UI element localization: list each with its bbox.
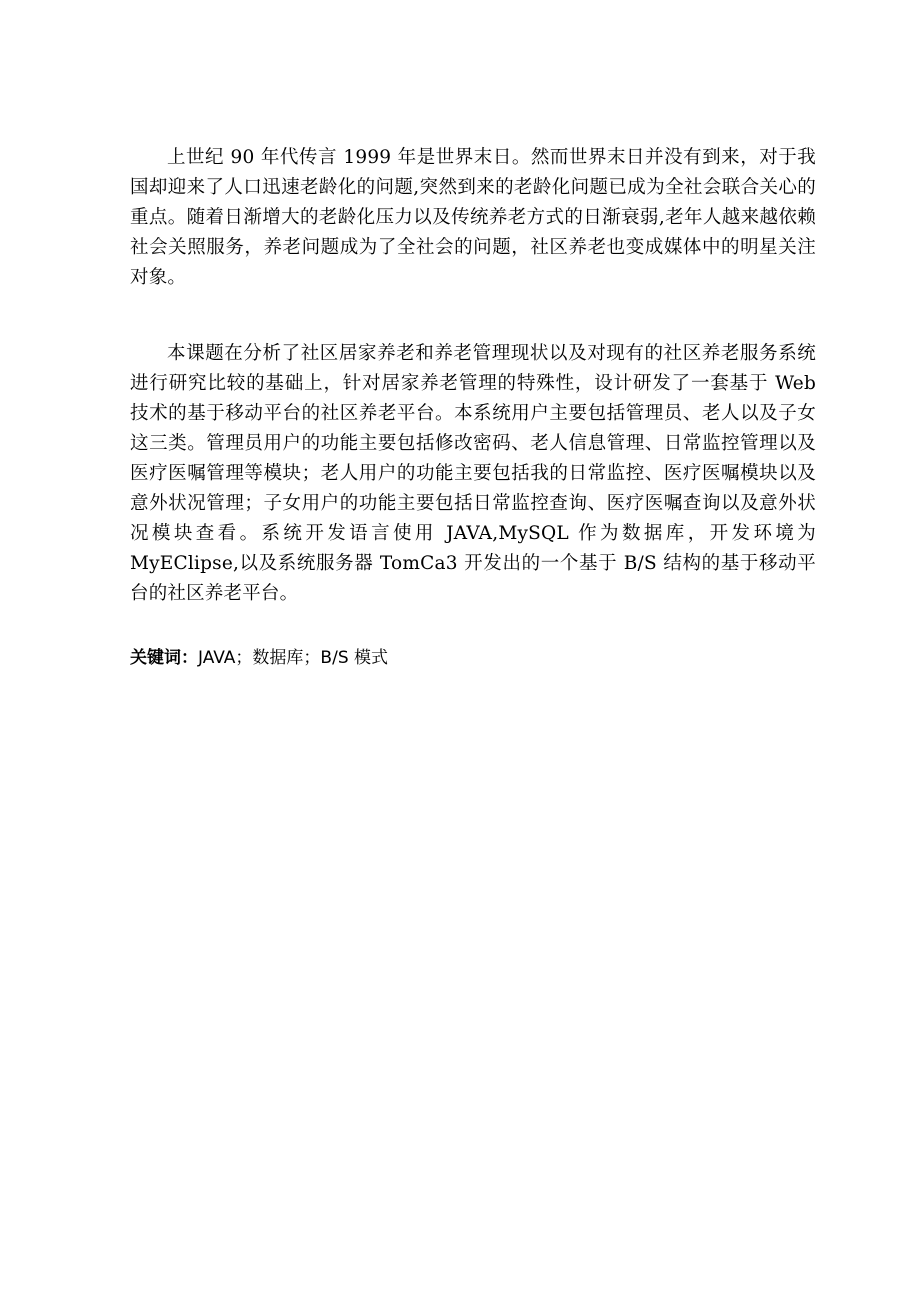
keywords-label: 关键词：: [130, 648, 198, 668]
abstract-paragraph-1: 上世纪 90 年代传言 1999 年是世界末日。然而世界末日并没有到来，对于我国却迎来了人口迅速老龄化的问题,突然到来的老龄化问题已成为全社会联合关心的重点。随着日渐增大的老龄化压力以及传统养老方式的日渐衰弱,老年人越来越依赖社会关照服务，养老问题成为了全社会的问题，社区养老也变成媒体中的明星关注对象。: [130, 147, 816, 288]
abstract-paragraph-2: 本课题在分析了社区居家养老和养老管理现状以及对现有的社区养老服务系统进行研究比较的基础上，针对居家养老管理的特殊性，设计研发了一套基于 Web 技术的基于移动平台的社区养老平台。本系统用户主要包括管理员、老人以及子女这三类。管理员用户的功能主要包括修改密码、老人信息管理、日常监控管理以及医疗医嘱管理等模块；老人用户的功能主要包括我的日常监控、医疗医嘱模块以及意外状况管理；子女用户的功能主要包括日常监控查询、医疗医嘱查询以及意外状况模块查看。系统开发语言使用 JAVA,MySQL 作为数据库，开发环境为 MyEClipse,以及系统服务器 TomCa3 开发出的一个基于 B/S 结构的基于移动平台的社区养老平台。: [130, 343, 816, 604]
keywords-value: JAVA；数据库；B/S 模式: [198, 648, 389, 668]
keywords-line: [130, 644, 388, 672]
